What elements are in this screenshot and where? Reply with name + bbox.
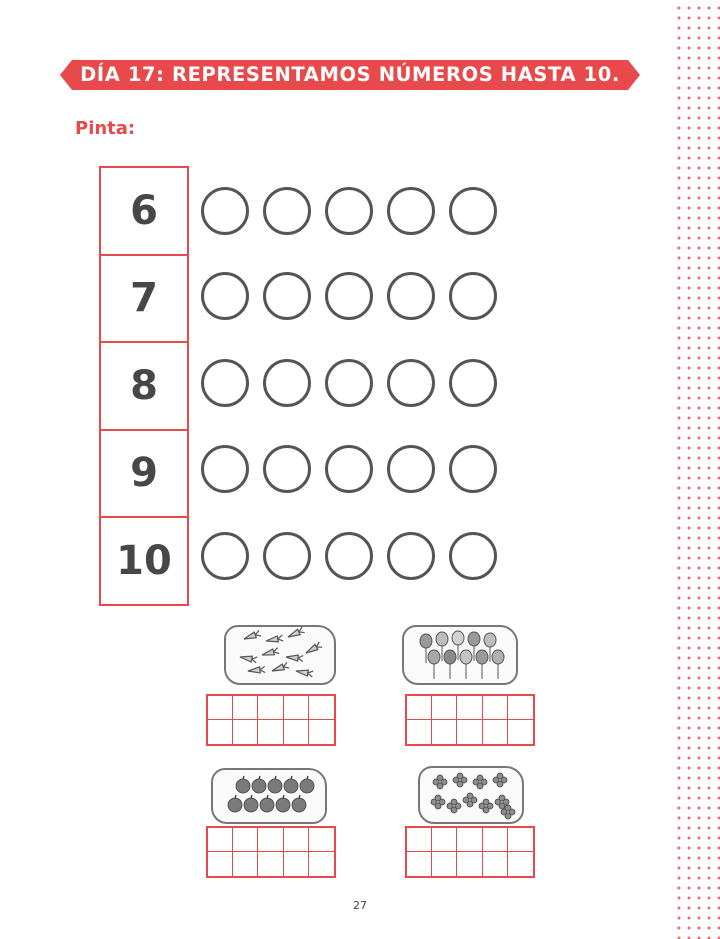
- circle-row-9: [201, 445, 497, 493]
- paint-circle[interactable]: [263, 272, 311, 320]
- paint-circle[interactable]: [263, 445, 311, 493]
- paint-circle[interactable]: [387, 445, 435, 493]
- frame-cell[interactable]: [309, 852, 334, 876]
- paint-circle[interactable]: [201, 532, 249, 580]
- paint-circle[interactable]: [325, 445, 373, 493]
- apple-group-card: [211, 768, 327, 824]
- paint-circle[interactable]: [201, 272, 249, 320]
- circle-row-8: [201, 359, 497, 407]
- carrot-group-card: [224, 625, 336, 685]
- frame-cell[interactable]: [457, 852, 482, 876]
- frame-cell[interactable]: [284, 720, 309, 744]
- number-cell: 9: [101, 431, 187, 519]
- frame-cell[interactable]: [309, 828, 334, 852]
- ten-frame: [405, 694, 535, 746]
- frame-cell[interactable]: [432, 828, 457, 852]
- title-banner: [60, 60, 640, 90]
- paint-circle[interactable]: [387, 532, 435, 580]
- frame-cell[interactable]: [508, 720, 533, 744]
- paint-circle[interactable]: [263, 532, 311, 580]
- number-column: [99, 166, 189, 606]
- page-number: 27: [353, 899, 367, 912]
- frame-cell[interactable]: [508, 828, 533, 852]
- frame-cell[interactable]: [457, 696, 482, 720]
- paint-circle[interactable]: [449, 445, 497, 493]
- frame-cell[interactable]: [407, 828, 432, 852]
- frame-cell[interactable]: [258, 696, 283, 720]
- circle-row-10: [201, 532, 497, 580]
- frame-cell[interactable]: [483, 696, 508, 720]
- frame-cell[interactable]: [483, 828, 508, 852]
- frame-cell[interactable]: [284, 828, 309, 852]
- frame-cell[interactable]: [208, 852, 233, 876]
- frame-cell[interactable]: [233, 852, 258, 876]
- number-cell: 6: [101, 168, 187, 256]
- ten-frame: [405, 826, 535, 878]
- frame-cell[interactable]: [258, 720, 283, 744]
- number-cell: 10: [101, 518, 187, 606]
- frame-cell[interactable]: [508, 696, 533, 720]
- paint-circle[interactable]: [263, 359, 311, 407]
- paint-circle[interactable]: [201, 445, 249, 493]
- number-cell: 8: [101, 343, 187, 431]
- circle-row-6: [201, 187, 497, 235]
- paint-circle[interactable]: [201, 359, 249, 407]
- balloon-group-card: [402, 625, 518, 685]
- frame-cell[interactable]: [233, 696, 258, 720]
- frame-cell[interactable]: [407, 852, 432, 876]
- paint-circle[interactable]: [263, 187, 311, 235]
- paint-circle[interactable]: [325, 359, 373, 407]
- paint-circle[interactable]: [201, 187, 249, 235]
- frame-cell[interactable]: [483, 852, 508, 876]
- polka-dot-border: [672, 0, 720, 939]
- frame-cell[interactable]: [508, 852, 533, 876]
- paint-circle[interactable]: [449, 359, 497, 407]
- frame-cell[interactable]: [457, 828, 482, 852]
- frame-cell[interactable]: [284, 696, 309, 720]
- frame-cell[interactable]: [407, 696, 432, 720]
- frame-cell[interactable]: [432, 720, 457, 744]
- frame-cell[interactable]: [483, 720, 508, 744]
- circle-row-7: [201, 272, 497, 320]
- flower-group-icon: [420, 768, 522, 822]
- ten-frame: [206, 694, 336, 746]
- frame-cell[interactable]: [309, 696, 334, 720]
- paint-circle[interactable]: [387, 187, 435, 235]
- paint-circle[interactable]: [325, 272, 373, 320]
- paint-circle[interactable]: [387, 272, 435, 320]
- frame-cell[interactable]: [432, 696, 457, 720]
- number-cell: 7: [101, 256, 187, 344]
- balloon-group-icon: [404, 627, 516, 683]
- apple-group-icon: [213, 770, 325, 822]
- frame-cell[interactable]: [258, 828, 283, 852]
- paint-circle[interactable]: [387, 359, 435, 407]
- frame-cell[interactable]: [208, 696, 233, 720]
- ten-frame: [206, 826, 336, 878]
- frame-cell[interactable]: [457, 720, 482, 744]
- frame-cell[interactable]: [258, 852, 283, 876]
- frame-cell[interactable]: [407, 720, 432, 744]
- instruction-label: Pinta:: [75, 118, 136, 139]
- page-title: DÍA 17: REPRESENTAMOS NÚMEROS HASTA 10.: [80, 63, 620, 86]
- frame-cell[interactable]: [208, 828, 233, 852]
- carrot-group-icon: [226, 627, 334, 683]
- frame-cell[interactable]: [208, 720, 233, 744]
- paint-circle[interactable]: [449, 187, 497, 235]
- frame-cell[interactable]: [284, 852, 309, 876]
- frame-cell[interactable]: [432, 852, 457, 876]
- paint-circle[interactable]: [449, 272, 497, 320]
- frame-cell[interactable]: [309, 720, 334, 744]
- paint-circle[interactable]: [325, 532, 373, 580]
- paint-circle[interactable]: [449, 532, 497, 580]
- frame-cell[interactable]: [233, 828, 258, 852]
- flower-group-card: [418, 766, 524, 824]
- paint-circle[interactable]: [325, 187, 373, 235]
- frame-cell[interactable]: [233, 720, 258, 744]
